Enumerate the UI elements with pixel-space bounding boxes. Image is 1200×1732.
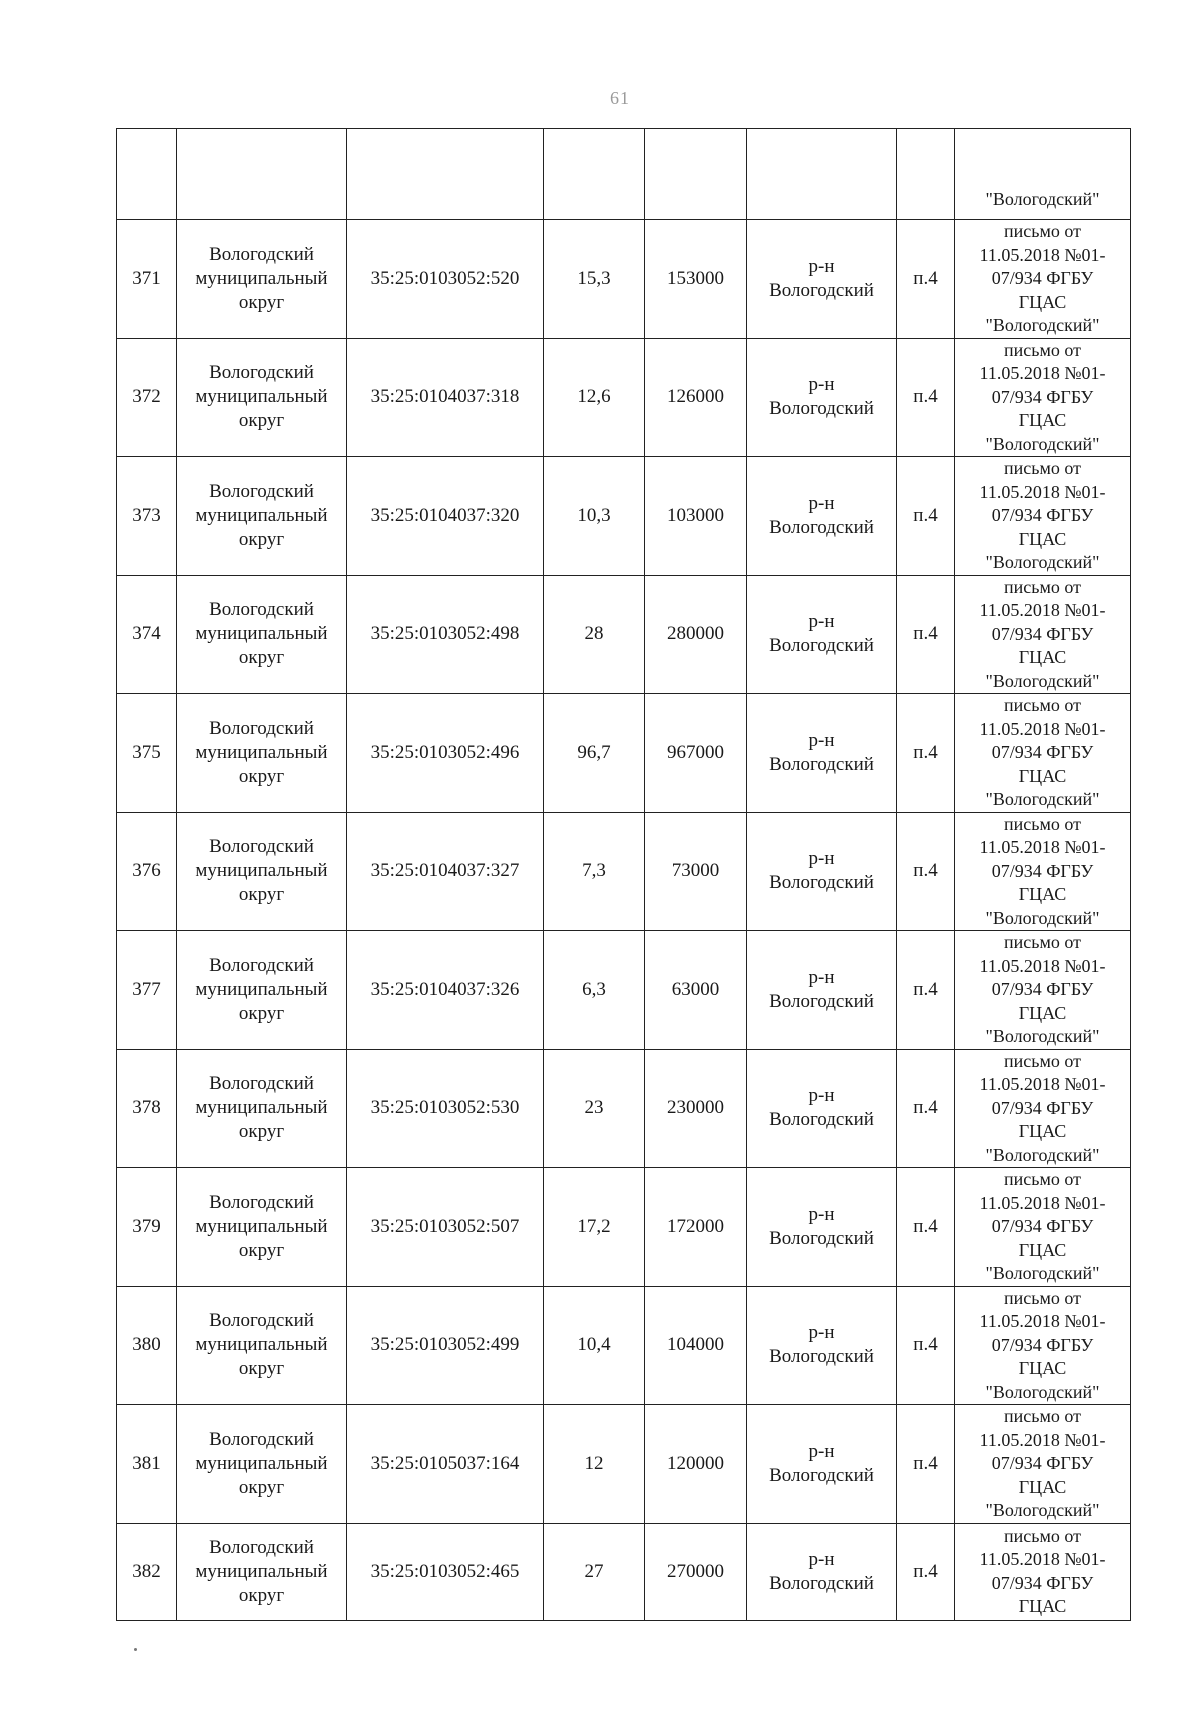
cell-district: р-н Вологодский [747,338,897,457]
cell-clause: п.4 [897,812,955,931]
cell-sum: 967000 [645,694,747,813]
cell-clause: п.4 [897,1049,955,1168]
cell-note: письмо от 11.05.2018 №01- 07/934 ФГБУ ГЦАС "Вологодский" [955,338,1131,457]
cell-sum: 172000 [645,1168,747,1287]
cell-municipality: Вологодский муниципальный округ [177,1049,347,1168]
cell-area: 12,6 [544,338,645,457]
cell-note: письмо от 11.05.2018 №01- 07/934 ФГБУ ГЦАС [955,1523,1131,1620]
cell-cadastral-number: 35:25:0103052:496 [347,694,544,813]
cell-number: 381 [117,1405,177,1524]
cell-note: письмо от 11.05.2018 №01- 07/934 ФГБУ ГЦАС "Вологодский" [955,1286,1131,1405]
table-row [117,220,1131,339]
cell-clause: п.4 [897,338,955,457]
cell-sum: 270000 [645,1523,747,1620]
cell-sum: 103000 [645,457,747,576]
cell-number: 371 [117,220,177,339]
table-row [117,338,1131,457]
cell-area: 23 [544,1049,645,1168]
cell-district: р-н Вологодский [747,1523,897,1620]
cell-cadastral-number: 35:25:0104037:320 [347,457,544,576]
cell-area: 6,3 [544,931,645,1050]
cell-number: 373 [117,457,177,576]
cell-clause: п.4 [897,1286,955,1405]
cell-number: 372 [117,338,177,457]
cell-sum [645,129,747,220]
cell-district: р-н Вологодский [747,1168,897,1287]
cell-number: 380 [117,1286,177,1405]
cell-municipality: Вологодский муниципальный округ [177,338,347,457]
cell-area: 96,7 [544,694,645,813]
cell-area [544,129,645,220]
cell-district: р-н Вологодский [747,457,897,576]
cell-sum: 126000 [645,338,747,457]
table-row [117,1286,1131,1405]
cell-district: р-н Вологодский [747,1049,897,1168]
table-row [117,457,1131,576]
cell-municipality: Вологодский муниципальный округ [177,457,347,576]
cell-note: письмо от 11.05.2018 №01- 07/934 ФГБУ ГЦАС "Вологодский" [955,575,1131,694]
cell-cadastral-number: 35:25:0104037:327 [347,812,544,931]
cell-sum: 153000 [645,220,747,339]
page-number: 61 [610,88,630,108]
cell-number [117,129,177,220]
cell-municipality: Вологодский муниципальный округ [177,1286,347,1405]
cell-number: 378 [117,1049,177,1168]
cell-sum: 73000 [645,812,747,931]
cell-municipality: Вологодский муниципальный округ [177,931,347,1050]
table-row [117,1523,1131,1620]
cell-clause: п.4 [897,1523,955,1620]
cell-district: р-н Вологодский [747,1405,897,1524]
cell-cadastral-number: 35:25:0103052:499 [347,1286,544,1405]
cell-district: р-н Вологодский [747,694,897,813]
cell-cadastral-number: 35:25:0103052:507 [347,1168,544,1287]
cell-sum: 104000 [645,1286,747,1405]
cell-district: р-н Вологодский [747,931,897,1050]
cell-municipality: Вологодский муниципальный округ [177,220,347,339]
table-row [117,1049,1131,1168]
cell-sum: 63000 [645,931,747,1050]
cell-municipality [177,129,347,220]
cell-cadastral-number: 35:25:0103052:530 [347,1049,544,1168]
cell-note: письмо от 11.05.2018 №01- 07/934 ФГБУ ГЦАС "Вологодский" [955,457,1131,576]
cell-area: 15,3 [544,220,645,339]
cell-district: р-н Вологодский [747,1286,897,1405]
table-row [117,694,1131,813]
cell-note: письмо от 11.05.2018 №01- 07/934 ФГБУ ГЦАС "Вологодский" [955,1405,1131,1524]
cell-municipality: Вологодский муниципальный округ [177,575,347,694]
cell-note: "Вологодский" [955,129,1131,220]
cell-note: письмо от 11.05.2018 №01- 07/934 ФГБУ ГЦАС "Вологодский" [955,1168,1131,1287]
cell-number: 375 [117,694,177,813]
table-row [117,575,1131,694]
cell-municipality: Вологодский муниципальный округ [177,694,347,813]
cell-number: 382 [117,1523,177,1620]
cell-cadastral-number [347,129,544,220]
scan-speck [134,1648,137,1651]
cell-district: р-н Вологодский [747,220,897,339]
cell-area: 12 [544,1405,645,1524]
cell-note: письмо от 11.05.2018 №01- 07/934 ФГБУ ГЦАС "Вологодский" [955,694,1131,813]
cell-area: 10,3 [544,457,645,576]
cell-number: 379 [117,1168,177,1287]
table-row [117,1168,1131,1287]
cell-clause [897,129,955,220]
cell-cadastral-number: 35:25:0104037:326 [347,931,544,1050]
cell-municipality: Вологодский муниципальный округ [177,1168,347,1287]
cell-municipality: Вологодский муниципальный округ [177,1523,347,1620]
cell-note: письмо от 11.05.2018 №01- 07/934 ФГБУ ГЦАС "Вологодский" [955,220,1131,339]
cell-area: 10,4 [544,1286,645,1405]
cell-clause: п.4 [897,1405,955,1524]
table-body [117,129,1131,1621]
cell-municipality: Вологодский муниципальный округ [177,1405,347,1524]
cell-clause: п.4 [897,220,955,339]
cell-area: 7,3 [544,812,645,931]
cell-cadastral-number: 35:25:0103052:465 [347,1523,544,1620]
cell-clause: п.4 [897,457,955,576]
cell-cadastral-number: 35:25:0103052:498 [347,575,544,694]
cell-cadastral-number: 35:25:0105037:164 [347,1405,544,1524]
cell-district [747,129,897,220]
cell-note: письмо от 11.05.2018 №01- 07/934 ФГБУ ГЦАС "Вологодский" [955,812,1131,931]
cell-clause: п.4 [897,931,955,1050]
land-plots-table [116,128,1131,1621]
cell-sum: 120000 [645,1405,747,1524]
cell-clause: п.4 [897,1168,955,1287]
cell-sum: 280000 [645,575,747,694]
continuation-row [117,129,1131,220]
cell-area: 17,2 [544,1168,645,1287]
table-row [117,1405,1131,1524]
table-row [117,931,1131,1050]
cell-number: 376 [117,812,177,931]
cell-cadastral-number: 35:25:0104037:318 [347,338,544,457]
cell-number: 377 [117,931,177,1050]
cell-cadastral-number: 35:25:0103052:520 [347,220,544,339]
cell-area: 27 [544,1523,645,1620]
table-row [117,812,1131,931]
cell-number: 374 [117,575,177,694]
cell-municipality: Вологодский муниципальный округ [177,812,347,931]
cell-note: письмо от 11.05.2018 №01- 07/934 ФГБУ ГЦАС "Вологодский" [955,1049,1131,1168]
cell-note: письмо от 11.05.2018 №01- 07/934 ФГБУ ГЦАС "Вологодский" [955,931,1131,1050]
cell-area: 28 [544,575,645,694]
cell-district: р-н Вологодский [747,812,897,931]
cell-sum: 230000 [645,1049,747,1168]
cell-clause: п.4 [897,694,955,813]
cell-district: р-н Вологодский [747,575,897,694]
cell-clause: п.4 [897,575,955,694]
